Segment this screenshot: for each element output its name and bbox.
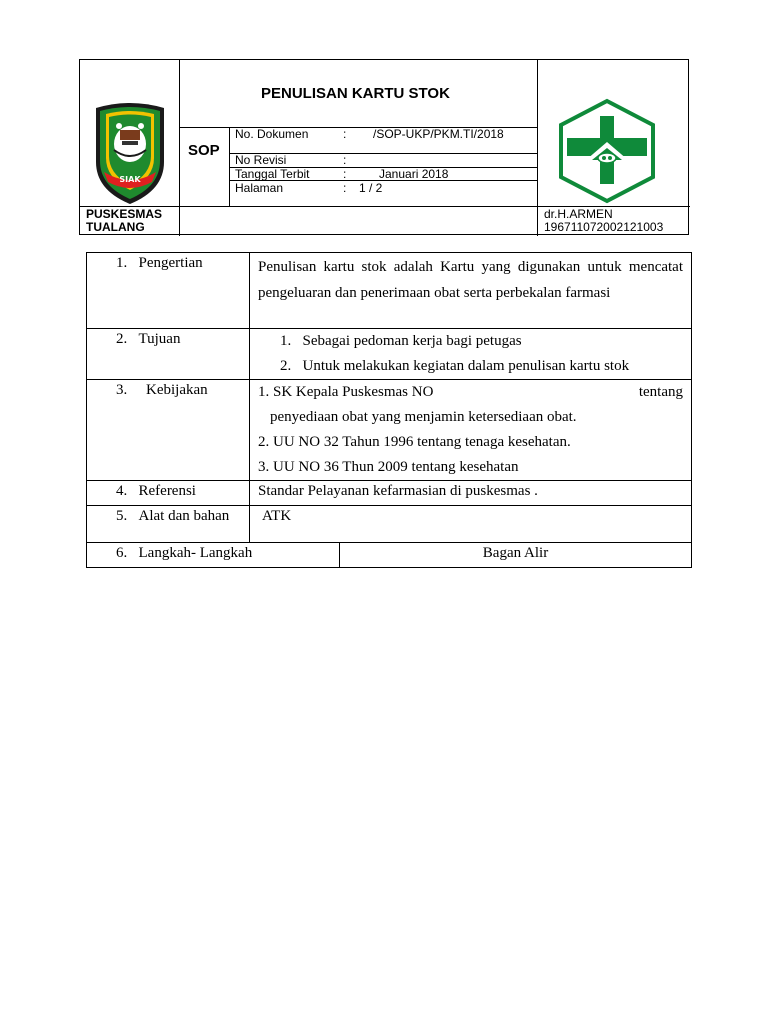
sop-content-table xyxy=(86,252,692,568)
label-text-referensi: Referensi xyxy=(138,483,196,499)
siak-emblem xyxy=(92,100,168,211)
label-text-kebijakan: Kebijakan xyxy=(146,382,208,398)
bagan-alir-label: Bagan Alir xyxy=(482,545,549,561)
label-text-tujuan: Tujuan xyxy=(138,331,181,347)
content-cell-tujuan xyxy=(250,329,692,380)
org-name-line2: TUALANG xyxy=(86,220,145,234)
header-divider-left xyxy=(179,60,180,236)
number-kebijakan: 3. xyxy=(116,382,128,398)
meta-sep-no-dokumen: : xyxy=(343,127,347,141)
number-tujuan: 2. xyxy=(116,331,128,347)
row-pengertian xyxy=(87,253,692,329)
sop-header xyxy=(79,59,689,235)
siak-emblem-text: SIAK xyxy=(119,175,141,184)
pengertian-text: Penulisan kartu stok adalah Kartu yang digunakan untuk mencatat pengeluaran dan penerimaan obat serta perbekalan farmasi xyxy=(258,259,683,301)
label-kebijakan xyxy=(87,380,249,400)
kebijakan-item-1-end: tentang xyxy=(638,384,683,400)
tujuan-item-2-text: Untuk melakukan kegiatan dalam penulisan kartu stok xyxy=(302,358,630,374)
label-cell-kebijakan xyxy=(87,380,250,481)
meta-label-no-dokumen: No. Dokumen xyxy=(235,127,309,141)
label-alat xyxy=(87,506,249,526)
label-langkah xyxy=(87,543,339,563)
tujuan-item-1-number: 1. xyxy=(280,333,292,349)
meta-label-tanggal-terbit: Tanggal Terbit xyxy=(235,167,310,181)
label-referensi xyxy=(87,481,249,501)
tujuan-item-1-text: Sebagai pedoman kerja bagi petugas xyxy=(302,333,522,349)
meta-label-halaman: Halaman xyxy=(235,181,284,195)
kebijakan-item-2: 2. UU NO 32 Tahun 1996 tentang tenaga kesehatan. xyxy=(258,434,571,450)
row-referensi xyxy=(87,481,692,506)
content-cell-referensi xyxy=(250,481,692,506)
alat-text: ATK xyxy=(262,508,292,524)
kebijakan-item-1 xyxy=(258,380,683,405)
org-name-line1: PUSKESMAS xyxy=(86,207,163,221)
number-langkah: 6. xyxy=(116,545,128,561)
content-cell-pengertian xyxy=(250,253,692,329)
kebijakan-item-3: 3. UU NO 36 Thun 2009 tentang kesehatan xyxy=(258,459,519,475)
label-cell-langkah xyxy=(87,543,340,568)
content-cell-alat xyxy=(250,506,692,543)
signer-nip: 196711072002121003 xyxy=(544,220,664,234)
meta-sep-tanggal-terbit: : xyxy=(343,167,347,181)
kebijakan-item-1-continued: penyediaan obat yang menjamin ketersediaan obat. xyxy=(270,409,577,425)
content-cell-bagan-alir xyxy=(340,543,692,568)
tujuan-item-2 xyxy=(280,354,691,379)
label-cell-tujuan xyxy=(87,329,250,380)
row-langkah xyxy=(87,543,692,568)
kebijakan-item-1-start: 1. SK Kepala Puskesmas NO xyxy=(258,384,434,400)
sop-label: SOP xyxy=(188,142,220,159)
row-tujuan xyxy=(87,329,692,380)
meta-sep-halaman: : xyxy=(343,181,347,195)
number-referensi: 4. xyxy=(116,483,128,499)
label-text-langkah: Langkah- Langkah xyxy=(138,545,253,561)
referensi-text: Standar Pelayanan kefarmasian di puskesmas . xyxy=(258,483,538,499)
signer-name: dr.H.ARMEN xyxy=(544,207,613,221)
tujuan-item-1 xyxy=(280,329,691,354)
row-kebijakan xyxy=(87,380,692,481)
label-text-pengertian: Pengertian xyxy=(138,255,203,271)
number-pengertian: 1. xyxy=(116,255,128,271)
meta-sep-no-revisi: : xyxy=(343,153,347,167)
meta-value-tanggal-terbit: Januari 2018 xyxy=(379,167,449,181)
label-cell-referensi xyxy=(87,481,250,506)
label-cell-alat xyxy=(87,506,250,543)
header-divider-right xyxy=(537,60,538,236)
label-cell-pengertian xyxy=(87,253,250,329)
puskesmas-logo xyxy=(556,98,658,209)
meta-value-halaman: 1 / 2 xyxy=(359,181,383,195)
document-title: PENULISAN KARTU STOK xyxy=(261,85,450,102)
label-text-alat: Alat dan bahan xyxy=(138,508,230,524)
tujuan-item-2-number: 2. xyxy=(280,358,292,374)
label-pengertian xyxy=(87,253,249,273)
row-alat xyxy=(87,506,692,543)
meta-label-no-revisi: No Revisi xyxy=(235,153,287,167)
meta-value-no-dokumen: /SOP-UKP/PKM.TI/2018 xyxy=(373,127,504,141)
content-cell-kebijakan xyxy=(250,380,692,481)
number-alat: 5. xyxy=(116,508,128,524)
label-tujuan xyxy=(87,329,249,349)
